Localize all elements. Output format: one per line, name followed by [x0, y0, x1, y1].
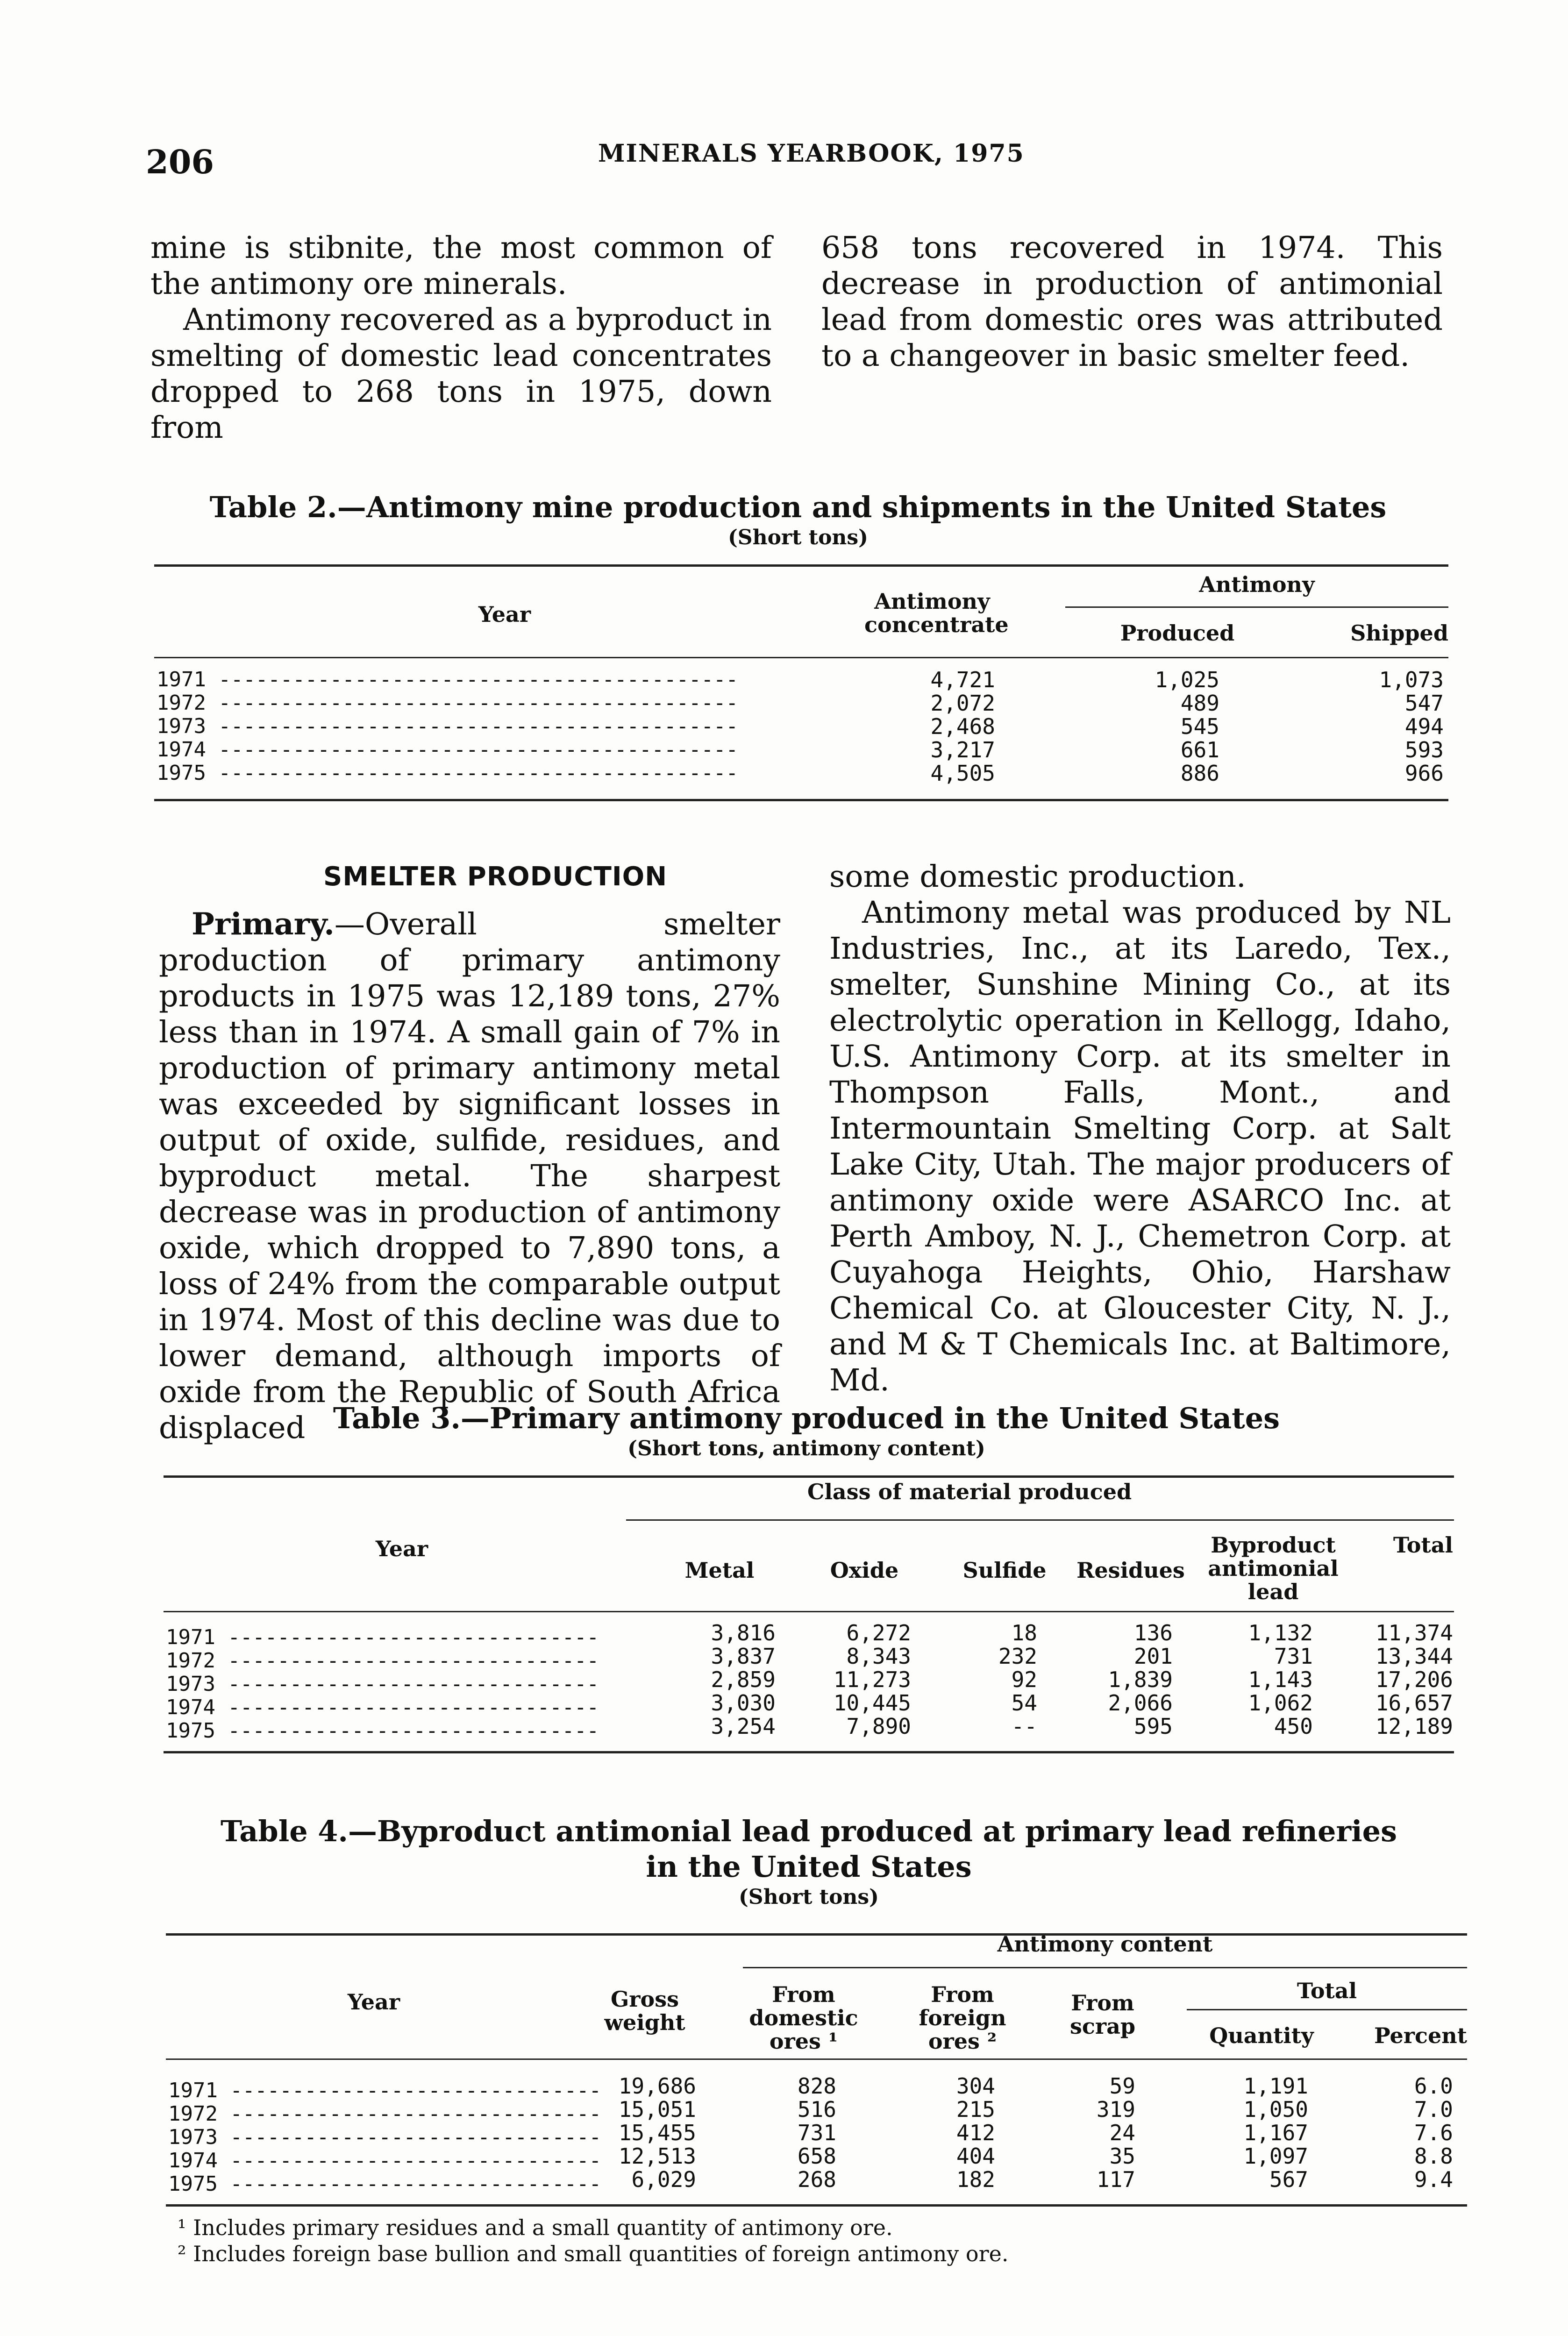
table2-hd-concentrate: Antimony concentrate	[864, 589, 1009, 637]
table3-cell: 1,839	[1108, 1667, 1173, 1692]
table3-cell: 1,143	[1248, 1667, 1313, 1692]
table3-hd-oxide: Oxide	[830, 1558, 899, 1583]
table4-hd-year: Year	[347, 1989, 400, 2015]
table4-cell: 7.0	[1414, 2097, 1453, 2122]
table4-cell: 117	[1096, 2167, 1135, 2192]
table2-row-1972-year: 1972 ------------------------------------------	[157, 691, 739, 715]
table2-row-1975-year: 1975 ------------------------------------------	[157, 761, 739, 785]
table2-hd-produced: Produced	[1120, 620, 1235, 646]
table4-cell: 12,513	[618, 2144, 696, 2169]
table2-cell: 593	[1404, 737, 1444, 762]
page-number: 206	[146, 142, 214, 181]
table3-hd-metal: Metal	[684, 1558, 755, 1583]
table4-cell: 59	[1109, 2073, 1135, 2099]
table3-cell: 2,066	[1108, 1690, 1173, 1716]
table2-group-rule	[1065, 606, 1448, 608]
intro-right-p1: 658 tons recovered in 1974. This decrease in production of antimonial lead from domestic ores was attributed to a changeover in basic smelter feed.	[821, 230, 1443, 373]
table4-cell: 182	[956, 2167, 995, 2192]
table4-cell: 7.6	[1414, 2120, 1453, 2145]
table2-cell: 886	[1180, 761, 1219, 786]
table4-cell: 6.0	[1414, 2073, 1453, 2099]
table2-cell: 4,505	[930, 761, 995, 786]
table2-cell: 966	[1404, 761, 1444, 786]
table2-cell: 545	[1180, 714, 1219, 739]
table3-hd-residues: Residues	[1076, 1558, 1185, 1583]
table4-cell: 319	[1096, 2097, 1135, 2122]
table2-hd-shipped: Shipped	[1350, 620, 1448, 646]
table3-row-1971-year: 1971 ------------------------------	[166, 1625, 599, 1649]
table3-cell: 3,254	[711, 1714, 776, 1739]
table2-caption	[150, 490, 1446, 550]
table2-row-1971-year: 1971 ------------------------------------------	[157, 668, 739, 691]
table2-hd-antimony: Antimony	[1199, 572, 1315, 597]
table3-cell: 3,030	[711, 1690, 776, 1716]
table4-row-1972-year: 1972 ------------------------------	[168, 2102, 602, 2126]
table4-row-1971-year: 1971 ------------------------------	[168, 2079, 602, 2102]
table4-title-line1: Table 4.—Byproduct antimonial lead produced at primary lead refineries	[220, 1814, 1397, 1848]
table2-cell: 494	[1404, 714, 1444, 739]
table3-title: Table 3.—Primary antimony produced in the United States	[333, 1401, 1280, 1435]
table4-row-1974-year: 1974 ------------------------------	[168, 2149, 602, 2172]
table3-cell: 18	[1011, 1620, 1037, 1645]
table3-cell: 3,837	[711, 1644, 776, 1669]
table4-cell: 516	[797, 2097, 836, 2122]
table2-hd-year: Year	[478, 602, 531, 627]
table3-cell: 16,657	[1375, 1690, 1453, 1716]
table3-hd-byproduct: Byproduct antimonial lead	[1208, 1532, 1339, 1604]
table3-cell: 731	[1274, 1644, 1313, 1669]
table4-caption	[164, 1814, 1454, 1910]
table4-hd-group: Antimony content	[997, 1931, 1213, 1957]
table2-row-1974-year: 1974 ------------------------------------------	[157, 738, 739, 762]
table2-bottom-rule	[154, 799, 1448, 801]
table3-cell: 13,344	[1375, 1644, 1453, 1669]
table2-cell: 3,217	[930, 737, 995, 762]
table4-total-rule	[1187, 2009, 1467, 2010]
table3-cell: --	[1011, 1714, 1037, 1739]
table2-title: Table 2.—Antimony mine production and shipments in the United States	[209, 490, 1387, 524]
table3-cell: 10,445	[833, 1690, 911, 1716]
table2-cell: 1,025	[1155, 667, 1219, 692]
table3-cell: 11,374	[1375, 1620, 1453, 1645]
primary-text: —Overall smelter production of primary antimony products in 1975 was 12,189 tons, 27% less than in 1974. A small gain of 7% in production of primary antimony metal was exceeded by significant losses in output of oxide, sulfide, residues, and byproduct metal. The sharpest decrease was in production of antimony oxide, which dropped to 7,890 tons, a loss of 24% from the comparable output in 1974. Most of this decline was due to lower demand, although imports of oxide from the Republic of South Africa displaced	[159, 907, 780, 1446]
table4-hd-total: Total	[1297, 1978, 1357, 2003]
section-right-p2: Antimony metal was produced by NL Industries, Inc., at its Laredo, Tex., smelter, Sunshine Mining Co., at its electrolytic operation in Kellogg, Idaho, U.S. Antimony Corp. at its smelter in Thompson Falls, Mont., and Intermountain Smelting Corp. at Salt Lake City, Utah. The major producers of antimony oxide were ASARCO Inc. at Perth Amboy, N. J., Chemetron Corp. at Cuyahoga Heights, Ohio, Harshaw Chemical Co. at Gloucester City, N. J., and M & T Chemicals Inc. at Baltimore, Md.	[829, 895, 1451, 1398]
section-left-column	[159, 906, 780, 1446]
table2-top-rule	[154, 564, 1448, 567]
table4-cell: 19,686	[618, 2073, 696, 2099]
section-heading: SMELTER PRODUCTION	[323, 862, 668, 892]
table4-title-line2: in the United States	[646, 1850, 972, 1884]
table3-cell: 1,132	[1248, 1620, 1313, 1645]
table4-cell: 412	[956, 2120, 995, 2145]
table2-cell: 489	[1180, 691, 1219, 716]
table4-row-1973-year: 1973 ------------------------------	[168, 2125, 602, 2149]
table3-group-rule	[626, 1519, 1454, 1521]
table3-hd-total: Total	[1393, 1532, 1453, 1558]
table3-cell: 450	[1274, 1714, 1313, 1739]
table4-cell: 6,029	[631, 2167, 696, 2192]
table4-cell: 268	[797, 2167, 836, 2192]
table3-cell: 2,859	[711, 1667, 776, 1692]
section-right-column	[829, 859, 1451, 1398]
intro-left-p2: Antimony recovered as a byproduct in smelting of domestic lead concentrates dropped to 268 tons in 1975, down from	[150, 302, 772, 445]
table4-hd-quantity: Quantity	[1209, 2023, 1314, 2048]
table2-row-1973-year: 1973 ------------------------------------------	[157, 714, 739, 738]
table3-cell: 11,273	[833, 1667, 911, 1692]
footnote-2: ² Includes foreign base bullion and small quantities of foreign antimony ore.	[178, 2241, 1009, 2266]
table4-cell: 15,455	[618, 2120, 696, 2145]
table4-cell: 304	[956, 2073, 995, 2099]
table2-cell: 2,072	[930, 691, 995, 716]
table3-caption	[159, 1401, 1454, 1461]
table2-cell: 4,721	[930, 667, 995, 692]
table4-cell: 15,051	[618, 2097, 696, 2122]
table3-cell: 12,189	[1375, 1714, 1453, 1739]
table4-cell: 567	[1269, 2167, 1308, 2192]
table3-cell: 136	[1133, 1620, 1173, 1645]
table4-bottom-rule	[166, 2204, 1467, 2207]
table4-cell: 658	[797, 2144, 836, 2169]
table3-cell: 17,206	[1375, 1667, 1453, 1692]
table4-cell: 404	[956, 2144, 995, 2169]
table3-cell: 6,272	[846, 1620, 911, 1645]
table3-cell: 8,343	[846, 1644, 911, 1669]
table4-cell: 8.8	[1414, 2144, 1453, 2169]
table3-row-1975-year: 1975 ------------------------------	[166, 1719, 599, 1743]
table4-group-rule	[743, 1967, 1467, 1968]
table4-cell: 24	[1109, 2120, 1135, 2145]
table3-hd-year: Year	[375, 1536, 428, 1561]
footnote-1: ¹ Includes primary residues and a small quantity of antimony ore.	[178, 2215, 893, 2240]
table2-cell: 547	[1404, 691, 1444, 716]
table4-cell: 1,191	[1243, 2073, 1308, 2099]
running-title: MINERALS YEARBOOK, 1975	[598, 139, 1025, 168]
table2-header-rule	[154, 657, 1448, 658]
table4-units: (Short tons)	[738, 1885, 879, 1909]
table3-header-rule	[164, 1611, 1454, 1612]
table4-cell: 9.4	[1414, 2167, 1453, 2192]
intro-left-column	[150, 230, 772, 446]
table3-cell: 201	[1133, 1644, 1173, 1669]
table3-cell: 3,816	[711, 1620, 776, 1645]
table3-units: (Short tons, antimony content)	[627, 1437, 985, 1460]
table3-row-1974-year: 1974 ------------------------------	[166, 1695, 599, 1719]
table4-cell: 215	[956, 2097, 995, 2122]
table3-cell: 232	[998, 1644, 1037, 1669]
table4-cell: 35	[1109, 2144, 1135, 2169]
table4-hd-domestic: From domestic ores ¹	[749, 1982, 858, 2054]
table2-cell: 661	[1180, 737, 1219, 762]
intro-left-p1: mine is stibnite, the most common of the antimony ore minerals.	[150, 230, 772, 301]
table3-bottom-rule	[164, 1751, 1454, 1753]
table3-row-1972-year: 1972 ------------------------------	[166, 1649, 599, 1673]
table4-row-1975-year: 1975 ------------------------------	[168, 2172, 602, 2196]
table2-cell: 1,073	[1379, 667, 1444, 692]
table3-hd-sulfide: Sulfide	[962, 1558, 1047, 1583]
table3-top-rule	[164, 1475, 1454, 1478]
table4-cell: 1,097	[1243, 2144, 1308, 2169]
intro-right-column	[821, 230, 1443, 374]
table4-hd-scrap: From scrap	[1069, 1990, 1136, 2039]
table3-cell: 595	[1133, 1714, 1173, 1739]
table2-units: (Short tons)	[727, 526, 868, 549]
table4-cell: 1,050	[1243, 2097, 1308, 2122]
table4-hd-percent: Percent	[1374, 2023, 1467, 2048]
table4-cell: 731	[797, 2120, 836, 2145]
table3-cell: 92	[1011, 1667, 1037, 1692]
table2-cell: 2,468	[930, 714, 995, 739]
table4-header-rule	[166, 2058, 1467, 2060]
table3-cell: 54	[1011, 1690, 1037, 1716]
table3-hd-group: Class of material produced	[807, 1479, 1132, 1504]
table4-hd-foreign: From foreign ores ²	[919, 1982, 1006, 2054]
table3-cell: 7,890	[846, 1714, 911, 1739]
primary-lead: Primary.	[192, 906, 335, 942]
table4-cell: 1,167	[1243, 2120, 1308, 2145]
table3-cell: 1,062	[1248, 1690, 1313, 1716]
table4-cell: 828	[797, 2073, 836, 2099]
table3-row-1973-year: 1973 ------------------------------	[166, 1672, 599, 1696]
section-right-p1: some domestic production.	[829, 859, 1246, 894]
table4-hd-gross: Gross weight	[604, 1987, 685, 2035]
